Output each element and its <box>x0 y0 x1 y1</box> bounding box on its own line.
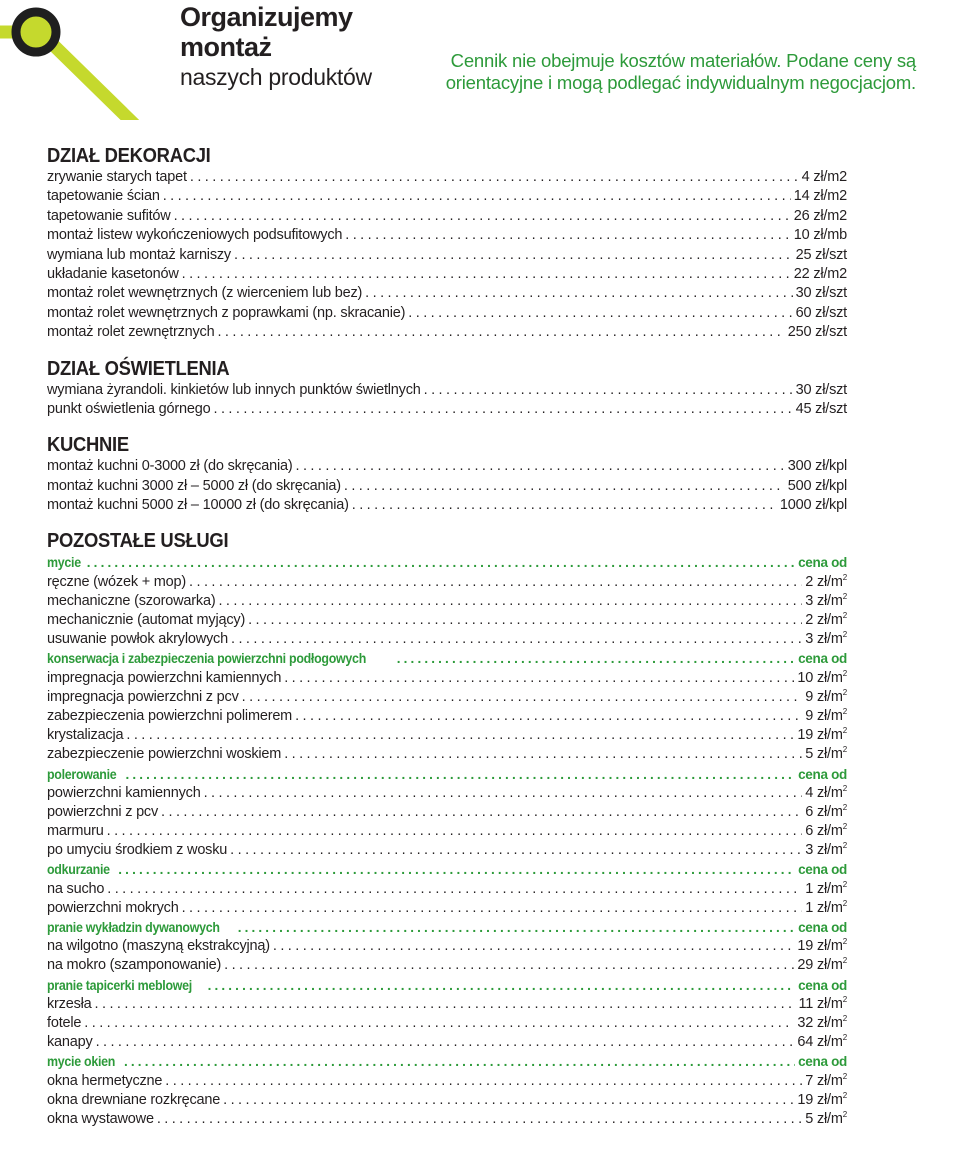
price-from-label <box>798 649 847 668</box>
dot-leader <box>345 226 791 245</box>
service-price <box>797 937 847 956</box>
category-label: konserwacja i zabezpieczenia powierzchni podłogowych <box>47 651 367 667</box>
price-value: cena od <box>798 862 847 878</box>
service-label: punkt oświetlenia górnego <box>47 400 211 417</box>
service-label: zabezpieczenie powierzchni woskiem <box>47 746 282 763</box>
unit-exponent: 2 <box>842 783 847 793</box>
price-row <box>47 400 847 419</box>
other-services-list <box>47 553 847 1129</box>
section-lighting-title: DZIAŁ OŚWIETLENIA <box>47 357 230 380</box>
service-label: wymiana lub montaż karniszy <box>47 246 231 263</box>
service-label: okna drewniane rozkręcane <box>47 1091 221 1108</box>
price-value: 32 <box>797 1014 814 1031</box>
service-label: impregnacja powierzchni z pcv <box>47 688 239 705</box>
service-price <box>798 995 847 1014</box>
section-kitchens-list <box>47 457 847 515</box>
dot-leader <box>107 822 803 841</box>
dot-leader <box>182 899 803 918</box>
service-price <box>805 880 847 899</box>
dot-leader <box>230 841 802 860</box>
brand-logo <box>0 0 180 120</box>
price-from-label <box>798 860 847 879</box>
price-row <box>47 1033 847 1052</box>
price-row <box>47 265 847 284</box>
dot-leader <box>163 187 791 206</box>
unit-exponent: 2 <box>842 1109 847 1119</box>
price-value: 1 <box>805 880 814 897</box>
service-label: powierzchni kamiennych <box>47 784 201 801</box>
dot-leader <box>408 304 792 323</box>
price-row <box>47 246 847 265</box>
price-value: cena od <box>798 766 847 782</box>
service-price <box>805 630 847 649</box>
dot-leader <box>189 573 802 592</box>
service-price <box>797 669 847 688</box>
service-label: powierzchni z pcv <box>47 803 159 820</box>
dot-leader <box>295 707 802 726</box>
dot-leader <box>224 956 794 975</box>
dot-leader <box>273 937 795 956</box>
price-row <box>47 630 847 649</box>
service-label: ręczne (wózek + mop) <box>47 573 187 590</box>
dot-leader <box>161 803 802 822</box>
unit-exponent: 2 <box>842 1071 847 1081</box>
dot-leader <box>165 1072 802 1091</box>
unit-exponent: 2 <box>842 611 847 621</box>
dot-leader <box>248 611 802 630</box>
service-price: 22 zł/m2 <box>793 265 847 282</box>
service-price: 45 zł/szt <box>795 400 847 417</box>
service-price <box>805 573 847 592</box>
service-price <box>805 784 847 803</box>
section-decorations-list <box>47 168 847 343</box>
service-price <box>797 1033 847 1052</box>
price-row <box>47 592 847 611</box>
price-unit: zł/m <box>816 995 843 1012</box>
price-value: 9 <box>805 688 814 705</box>
price-value: cena od <box>798 1054 847 1070</box>
service-price <box>805 611 847 630</box>
service-label: krystalizacja <box>47 727 124 744</box>
service-label: okna hermetyczne <box>47 1072 163 1089</box>
service-label: tapetowanie sufitów <box>47 207 171 224</box>
dot-leader <box>344 477 785 496</box>
category-label: pranie wykładzin dywanowych <box>47 920 220 936</box>
service-label: montaż listew wykończeniowych podsufitowych <box>47 227 343 244</box>
price-unit: zł/m <box>816 880 843 897</box>
price-unit: zł/m <box>816 1034 843 1051</box>
unit-exponent: 2 <box>842 706 847 716</box>
category-label: mycie okien <box>47 1054 116 1070</box>
service-price <box>805 688 847 707</box>
dot-leader <box>125 765 795 784</box>
unit-exponent: 2 <box>842 745 847 755</box>
service-label: krzesła <box>47 995 92 1012</box>
service-price <box>805 899 847 918</box>
dot-leader <box>365 284 792 303</box>
price-unit: zł/m <box>816 1014 843 1031</box>
unit-exponent: 2 <box>842 937 847 947</box>
service-price <box>797 1091 847 1110</box>
category-label: mycie <box>47 555 81 571</box>
price-row <box>47 726 847 745</box>
price-unit: zł/m <box>816 938 843 955</box>
price-unit: zł/m <box>816 957 843 974</box>
price-value: 2 <box>805 573 814 590</box>
unit-exponent: 2 <box>842 898 847 908</box>
price-unit: zł/m <box>816 669 843 686</box>
price-from-label <box>798 976 847 995</box>
price-row <box>47 899 847 918</box>
service-label: powierzchni mokrych <box>47 899 179 916</box>
service-price <box>805 1072 847 1091</box>
price-value: 19 <box>797 727 814 744</box>
price-row <box>47 323 847 342</box>
dot-leader <box>424 381 793 400</box>
service-label: montaż kuchni 3000 zł – 5000 zł (do skręcania) <box>47 477 341 494</box>
price-row <box>47 745 847 764</box>
unit-exponent: 2 <box>842 956 847 966</box>
category-row <box>47 918 847 937</box>
service-price: 250 zł/szt <box>787 324 847 341</box>
price-row <box>47 187 847 206</box>
unit-exponent: 2 <box>842 572 847 582</box>
service-label: zabezpieczenia powierzchni polimerem <box>47 707 293 724</box>
service-label: na sucho <box>47 880 105 897</box>
price-value: cena od <box>798 651 847 667</box>
dot-leader <box>124 1052 795 1071</box>
dot-leader <box>190 168 799 187</box>
dot-leader <box>217 323 784 342</box>
dot-leader <box>213 400 792 419</box>
dot-leader <box>84 1014 794 1033</box>
category-label: polerowanie <box>47 766 117 782</box>
logo-circle-icon <box>16 12 56 52</box>
dot-leader <box>397 649 795 668</box>
price-row <box>47 995 847 1014</box>
price-row <box>47 669 847 688</box>
price-value: 19 <box>797 1091 814 1108</box>
service-price: 26 zł/m2 <box>793 207 847 224</box>
category-label: pranie tapicerki meblowej <box>47 977 192 993</box>
dot-leader <box>118 860 795 879</box>
price-row <box>47 168 847 187</box>
price-row <box>47 841 847 860</box>
service-price: 14 zł/m2 <box>793 188 847 205</box>
dot-leader <box>208 976 796 995</box>
dot-leader <box>182 265 791 284</box>
section-lighting-list <box>47 381 847 420</box>
service-price <box>805 745 847 764</box>
section-decorations-title: DZIAŁ DEKORACJI <box>47 145 211 167</box>
dot-leader <box>87 553 795 572</box>
price-value: 2 <box>805 612 814 629</box>
price-value: 10 <box>797 669 814 686</box>
title-line3: naszych produktów <box>180 64 372 90</box>
service-label: wymiana żyrandoli. kinkietów lub innych punktów świetlnych <box>47 381 421 398</box>
price-unit: zł/m <box>816 573 843 590</box>
price-unit: zł/m <box>816 746 843 763</box>
service-price: 1000 zł/kpl <box>779 497 847 514</box>
price-unit: zł/m <box>816 842 843 859</box>
category-row <box>47 1052 847 1071</box>
service-price <box>797 1014 847 1033</box>
dot-leader <box>352 496 777 515</box>
price-from-label <box>798 918 847 937</box>
service-label: układanie kasetonów <box>47 265 179 282</box>
service-price: 25 zł/szt <box>795 246 847 263</box>
price-value: 9 <box>805 707 814 724</box>
service-label: fotele <box>47 1014 82 1031</box>
price-row <box>47 956 847 975</box>
dot-leader <box>234 246 793 265</box>
price-unit: zł/m <box>816 727 843 744</box>
category-row <box>47 649 847 668</box>
service-label: montaż kuchni 5000 zł – 10000 zł (do skręcania) <box>47 497 349 514</box>
price-row <box>47 477 847 496</box>
price-value: 11 <box>798 995 814 1012</box>
price-value: 64 <box>797 1034 814 1051</box>
price-row <box>47 284 847 303</box>
service-price <box>805 1110 847 1129</box>
service-price <box>805 803 847 822</box>
service-label: usuwanie powłok akrylowych <box>47 631 228 648</box>
category-label: odkurzanie <box>47 862 110 878</box>
unit-exponent: 2 <box>842 668 847 678</box>
page-title <box>180 2 372 92</box>
dot-leader <box>174 207 791 226</box>
price-value: 3 <box>805 592 814 609</box>
service-label: okna wystawowe <box>47 1110 154 1127</box>
service-price: 30 zł/szt <box>795 285 847 302</box>
dot-leader <box>204 784 803 803</box>
price-row <box>47 496 847 515</box>
service-price <box>797 726 847 745</box>
price-value: 5 <box>805 746 814 763</box>
price-unit: zł/m <box>816 1110 843 1127</box>
service-label: tapetowanie ścian <box>47 188 160 205</box>
unit-exponent: 2 <box>842 1033 847 1043</box>
price-row <box>47 573 847 592</box>
unit-exponent: 2 <box>842 726 847 736</box>
price-value: 4 <box>805 784 814 801</box>
dot-leader <box>157 1110 802 1129</box>
unit-exponent: 2 <box>842 994 847 1004</box>
price-row <box>47 688 847 707</box>
price-row <box>47 1091 847 1110</box>
price-row <box>47 611 847 630</box>
service-price: 10 zł/mb <box>793 227 847 244</box>
service-price <box>805 841 847 860</box>
price-from-label <box>798 553 847 572</box>
price-list <box>47 144 847 1129</box>
dot-leader <box>107 880 802 899</box>
service-price <box>797 956 847 975</box>
service-label: kanapy <box>47 1034 93 1051</box>
service-price: 30 zł/szt <box>795 381 847 398</box>
price-value: cena od <box>798 977 847 993</box>
section-kitchens-title: KUCHNIE <box>47 434 129 457</box>
title-line1: Organizujemy <box>180 2 353 32</box>
price-unit: zł/m <box>816 823 843 840</box>
price-from-label <box>798 1052 847 1071</box>
price-value: 7 <box>805 1072 814 1089</box>
service-label: mechaniczne (szorowarka) <box>47 592 216 609</box>
service-label: marmuru <box>47 823 104 840</box>
price-unit: zł/m <box>816 1091 843 1108</box>
price-row <box>47 1072 847 1091</box>
service-label: na mokro (szamponowanie) <box>47 957 222 974</box>
service-price: 500 zł/kpl <box>787 477 847 494</box>
title-line2: montaż <box>180 32 272 62</box>
price-value: 3 <box>805 631 814 648</box>
price-row <box>47 822 847 841</box>
dot-leader <box>96 1033 795 1052</box>
price-row <box>47 207 847 226</box>
unit-exponent: 2 <box>842 1090 847 1100</box>
unit-exponent: 2 <box>842 687 847 697</box>
unit-exponent: 2 <box>842 879 847 889</box>
unit-exponent: 2 <box>842 1013 847 1023</box>
dot-leader <box>218 592 802 611</box>
category-row <box>47 765 847 784</box>
price-value: 1 <box>805 899 814 916</box>
unit-exponent: 2 <box>842 802 847 812</box>
dot-leader <box>295 457 784 476</box>
price-unit: zł/m <box>816 803 843 820</box>
service-label: na wilgotno (maszyną ekstrakcyjną) <box>47 938 270 955</box>
dot-leader <box>242 688 803 707</box>
price-row <box>47 803 847 822</box>
price-value: 6 <box>805 803 814 820</box>
service-price <box>805 707 847 726</box>
price-value: 5 <box>805 1110 814 1127</box>
service-price: 60 zł/szt <box>795 304 847 321</box>
unit-exponent: 2 <box>842 591 847 601</box>
unit-exponent: 2 <box>842 630 847 640</box>
unit-exponent: 2 <box>842 822 847 832</box>
category-row <box>47 553 847 572</box>
price-row <box>47 937 847 956</box>
price-row <box>47 784 847 803</box>
service-price <box>805 592 847 611</box>
service-label: mechanicznie (automat myjący) <box>47 612 246 629</box>
category-row <box>47 860 847 879</box>
price-from-label <box>798 765 847 784</box>
service-label: zrywanie starych tapet <box>47 169 187 185</box>
service-label: montaż kuchni 0-3000 zł (do skręcania) <box>47 458 293 475</box>
price-unit: zł/m <box>816 592 843 609</box>
section-title-other: POZOSTAŁE USŁUGI <box>47 530 229 553</box>
dot-leader <box>284 745 802 764</box>
price-unit: zł/m <box>816 612 843 629</box>
price-row <box>47 381 847 400</box>
price-unit: zł/m <box>816 1072 843 1089</box>
service-price: 300 zł/kpl <box>787 458 847 475</box>
price-unit: zł/m <box>816 899 843 916</box>
price-row <box>47 304 847 323</box>
price-value: 6 <box>805 823 814 840</box>
dot-leader <box>95 995 796 1014</box>
service-price <box>805 822 847 841</box>
price-row <box>47 457 847 476</box>
pricing-notice: Cennik nie obejmuje kosztów materiałów. Podane ceny są orientacyjne i mogą podlegać indywidualnym negocjacjom. <box>445 50 916 93</box>
price-value: 3 <box>805 842 814 859</box>
service-price: 4 zł/m2 <box>801 169 847 185</box>
price-row <box>47 1110 847 1129</box>
price-unit: zł/m <box>816 784 843 801</box>
dot-leader <box>223 1091 794 1110</box>
price-unit: zł/m <box>816 688 843 705</box>
service-label: montaż rolet wewnętrznych (z wierceniem lub bez) <box>47 285 363 302</box>
price-unit: zł/m <box>816 631 843 648</box>
dot-leader <box>238 918 795 937</box>
price-unit: zł/m <box>816 707 843 724</box>
price-value: 29 <box>797 957 814 974</box>
dot-leader <box>126 726 794 745</box>
price-row <box>47 1014 847 1033</box>
price-value: cena od <box>798 920 847 936</box>
service-label: montaż rolet wewnętrznych z poprawkami (np. skracanie) <box>47 304 406 321</box>
unit-exponent: 2 <box>842 841 847 851</box>
price-row <box>47 226 847 245</box>
service-label: po umyciu środkiem z wosku <box>47 842 228 859</box>
price-row <box>47 880 847 899</box>
category-row <box>47 976 847 995</box>
price-row <box>47 707 847 726</box>
service-label: impregnacja powierzchni kamiennych <box>47 669 282 686</box>
dot-leader <box>231 630 802 649</box>
price-value: 19 <box>797 938 814 955</box>
price-value: cena od <box>798 555 847 571</box>
dot-leader <box>284 669 794 688</box>
service-label: montaż rolet zewnętrznych <box>47 324 215 341</box>
